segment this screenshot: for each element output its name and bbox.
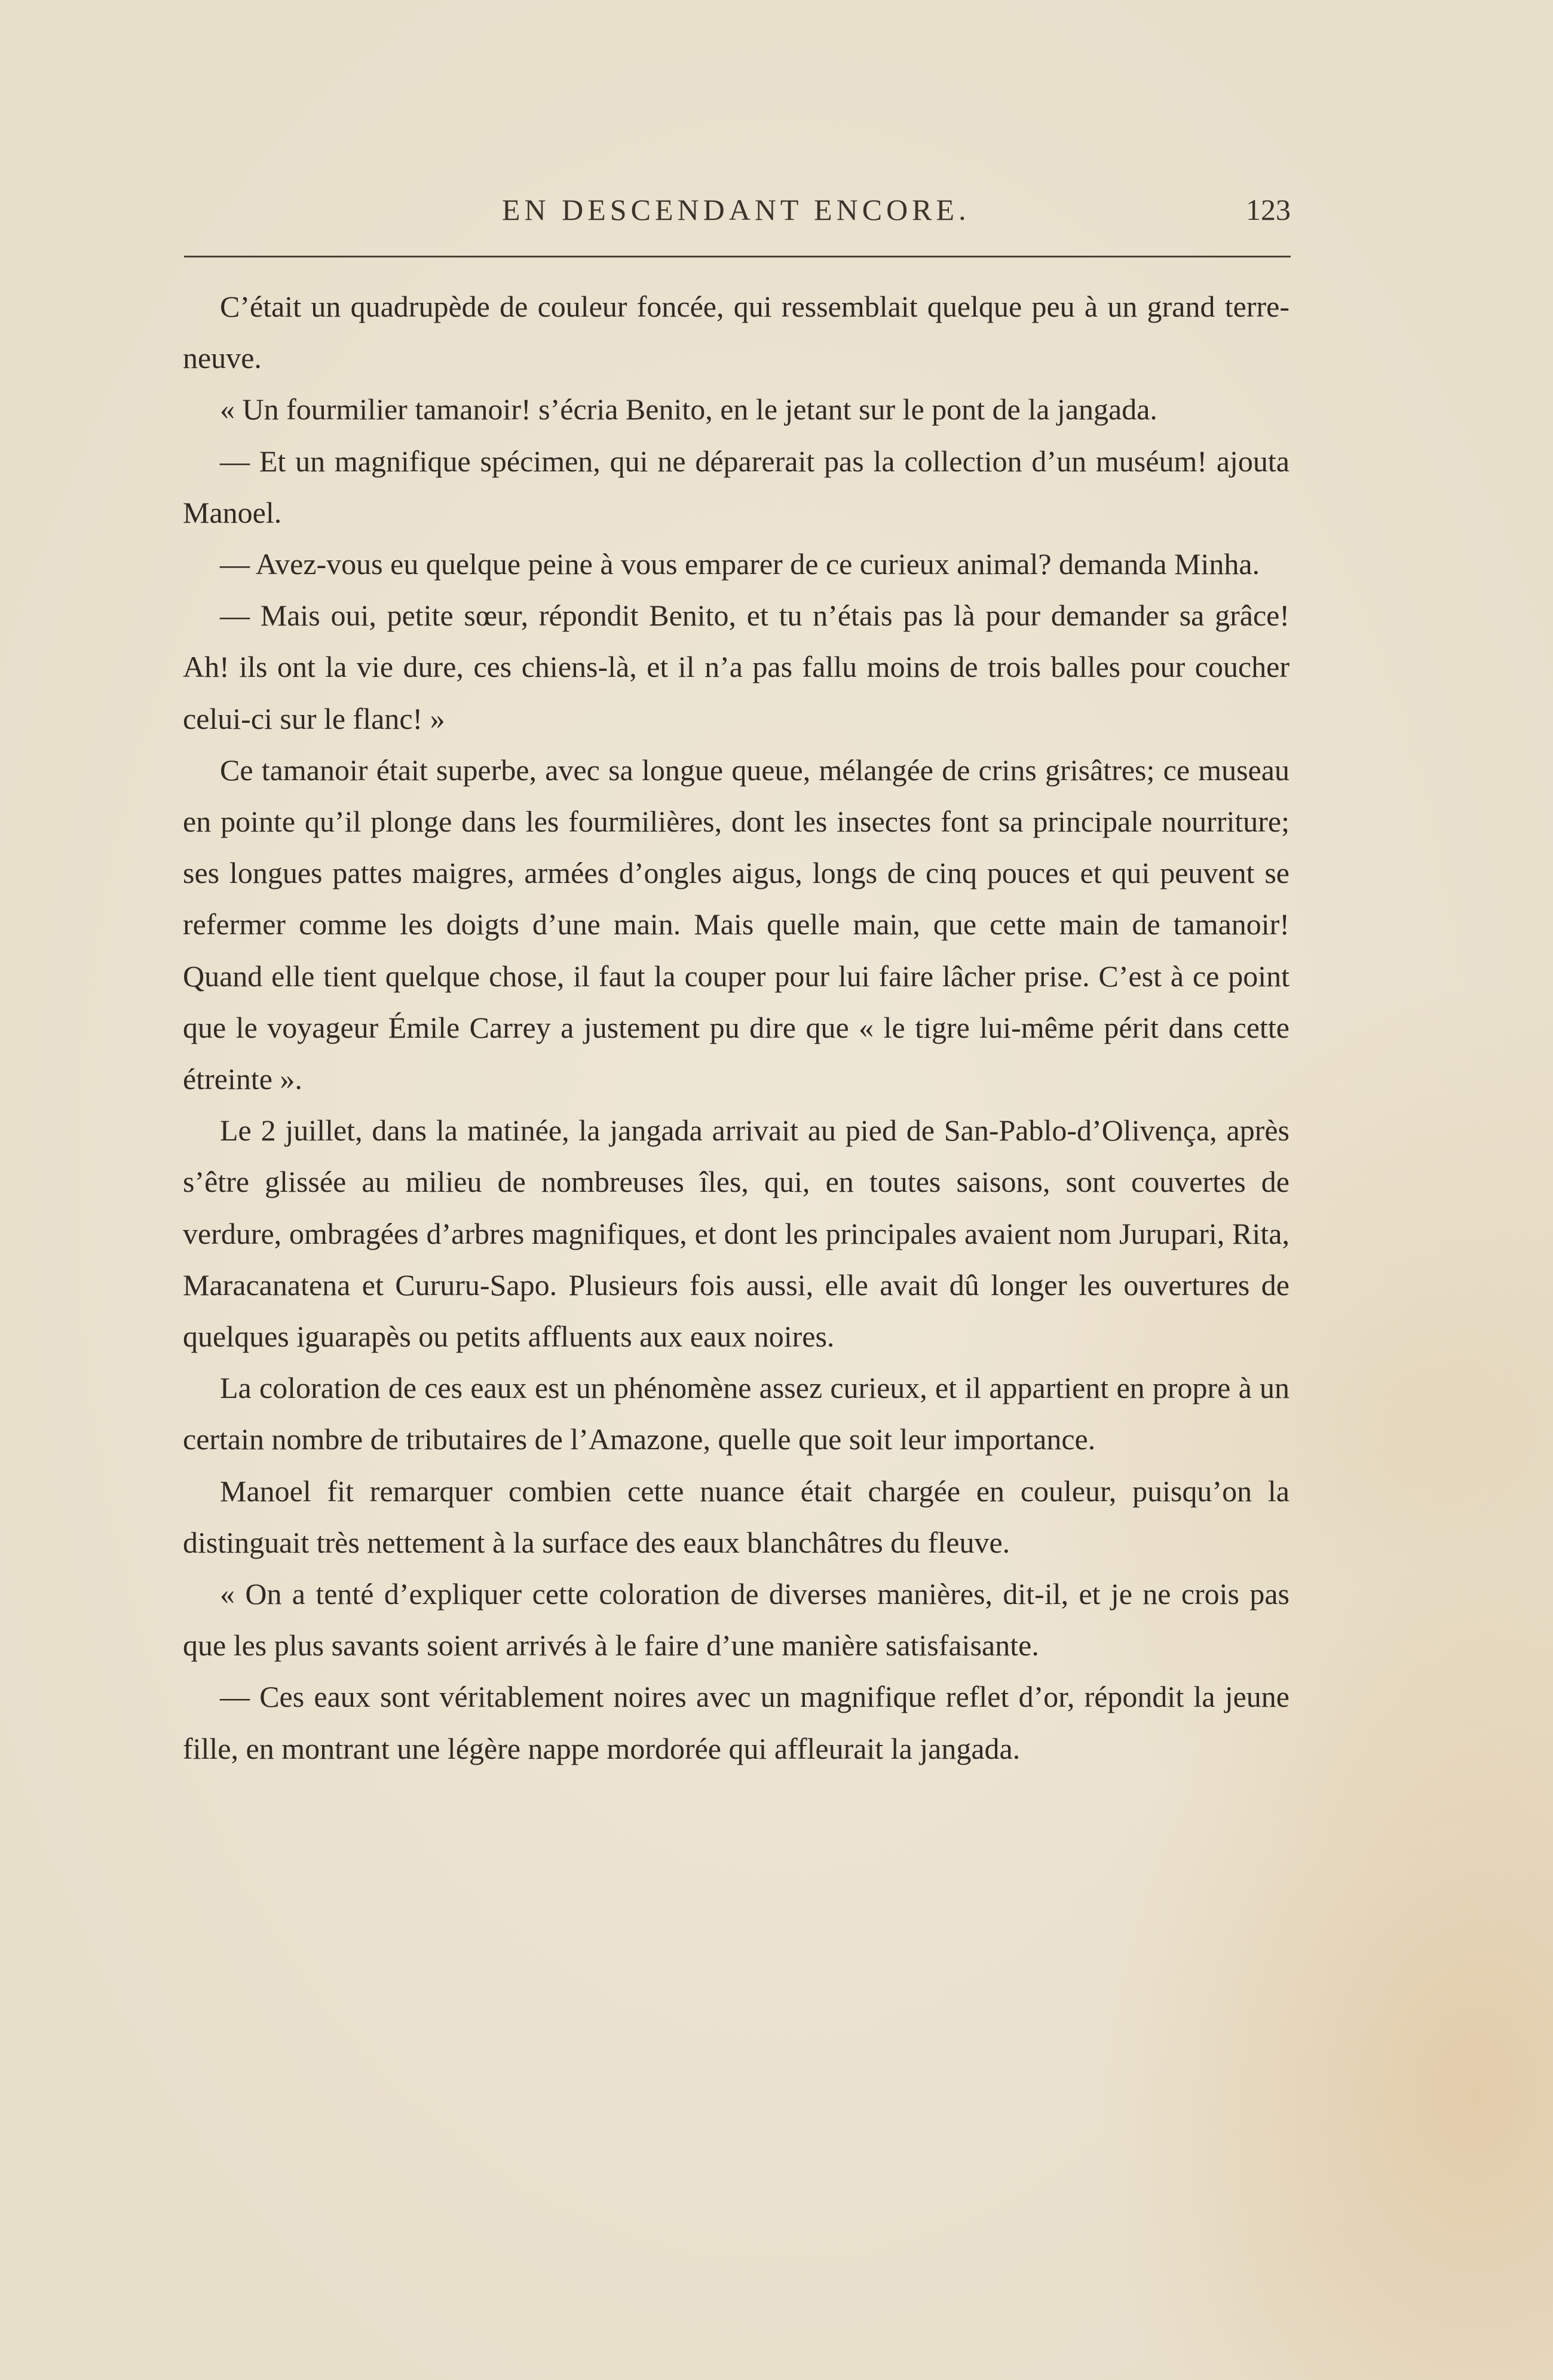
paragraph: La coloration de ces eaux est un phénomène assez curieux, et il appartient en propre à un certain nombre de tributaires de l’Amazone, quelle que soit leur importance. bbox=[183, 1371, 1289, 1456]
running-title: EN DESCENDANT ENCORE. bbox=[502, 193, 970, 226]
header-rule bbox=[184, 256, 1291, 257]
paragraph: — Et un magnifique spécimen, qui ne déparerait pas la collection d’un muséum! ajouta Manoel. bbox=[183, 444, 1289, 529]
paragraph: C’était un quadrupède de couleur foncée, qui ressemblait quelque peu à un grand terre-neuve. bbox=[183, 290, 1289, 375]
paragraph: « Un fourmilier tamanoir! s’écria Benito, en le jetant sur le pont de la jangada. bbox=[220, 392, 1157, 427]
page-number: 123 bbox=[1246, 193, 1291, 226]
paragraph: Le 2 juillet, dans la matinée, la jangada arrivait au pied de San-Pablo-d’Olivença, après s’être glissée au milieu de nombreuses îles, qui, en toutes saisons, sont couvertes de verdure, ombragées d’arbres magnifiques, et dont les principales avaient nom Jurupari, Rita, Maracanatena et Cururu-Sapo. Plusieurs fois aussi, elle avait dû longer les ouvertures de quelques iguarapès ou petits affluents aux eaux noires. bbox=[183, 1114, 1289, 1354]
page-header bbox=[179, 192, 1291, 240]
paragraph: — Avez-vous eu quelque peine à vous emparer de ce curieux animal? demanda Minha. bbox=[220, 547, 1260, 581]
paragraph: Manoel fit remarquer combien cette nuance était chargée en couleur, puisqu’on la distinguait très nettement à la surface des eaux blanchâtres du fleuve. bbox=[183, 1474, 1289, 1559]
paragraph: — Mais oui, petite sœur, répondit Benito, et tu n’étais pas là pour demander sa grâce! Ah! ils ont la vie dure, ces chiens-là, et il n’a pas fallu moins de trois balles pour coucher celui-ci sur le flanc! » bbox=[183, 599, 1289, 735]
paragraph: « On a tenté d’expliquer cette coloration de diverses manières, dit-il, et je ne crois pas que les plus savants soient arrivés à le faire d’une manière satisfaisante. bbox=[183, 1577, 1289, 1663]
paragraph: — Ces eaux sont véritablement noires avec un magnifique reflet d’or, répondit la jeune fille, en montrant une légère nappe mordorée qui affleurait la jangada. bbox=[183, 1680, 1289, 1765]
body-text bbox=[183, 281, 1289, 1774]
paragraph: Ce tamanoir était superbe, avec sa longue queue, mélangée de crins grisâtres; ce museau en pointe qu’il plonge dans les fourmilières, dont les insectes font sa principale nourriture; ses longues pattes maigres, armées d’ongles aigus, longs de cinq pouces et qui peuvent se refermer comme les doigts d’une main. Mais quelle main, que cette main de tamanoir! Quand elle tient quelque chose, il faut la couper pour lui faire lâcher prise. C’est à ce point que le voyageur Émile Carrey a justement pu dire que « le tigre lui-même périt dans cette étreinte ». bbox=[183, 753, 1289, 1096]
